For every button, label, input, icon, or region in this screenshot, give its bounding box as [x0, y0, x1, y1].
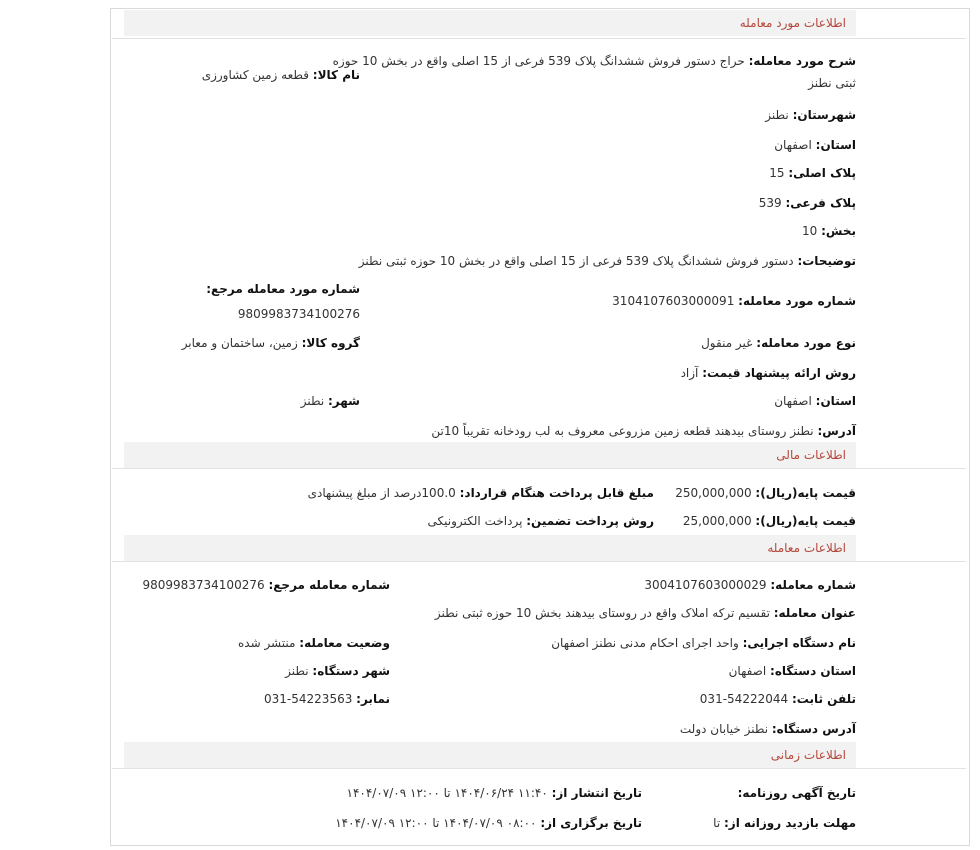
transaction-status: وضعیت معامله: منتشر شده [237, 636, 390, 650]
org-fax: نمابر: 54223563-031 [264, 692, 390, 706]
publish-date: تاریخ انتشار از: ۱۱:۴۰ ۱۴۰۴/۰۶/۲۴ تا ۱۲:۰۰ ۱۴۰۴/۰۷/۰۹ [346, 786, 642, 800]
main-plate: پلاک اصلی: 15 [769, 166, 856, 180]
bid-method: روش ارائه پیشنهاد قیمت: آزاد [680, 366, 856, 380]
county: شهرستان: نطنز [765, 108, 856, 122]
base-price: قیمت پایه(ریال): 250,000,000 [675, 486, 856, 500]
ref-deal-number: شماره مورد معامله مرجع: [206, 282, 360, 296]
deal-number: شماره مورد معامله: 3104107603000091 [612, 294, 856, 308]
province-2: استان: اصفهان [774, 394, 856, 408]
city: شهر: نطنز [300, 394, 360, 408]
divider [112, 468, 966, 469]
divider [112, 768, 966, 769]
ref-deal-number-value: 9809983734100276 [237, 307, 360, 321]
org-city: شهر دستگاه: نطنز [285, 664, 390, 678]
notes: توضیحات: دستور فروش ششدانگ پلاک 539 فرعی از 15 اصلی واقع در بخش 10 حوزه ثبتی نطنز [358, 254, 856, 268]
transaction-ref-number: شماره معامله مرجع: 9809983734100276 [142, 578, 390, 592]
address: آدرس: نطنز روستای بیدهند قطعه زمین مزروعی معروف به لب رودخانه تقریباً 10تن [431, 424, 856, 438]
payable-amount: مبلغ قابل پرداخت هنگام قرارداد: 100.0درصد از مبلغ پیشنهادی [307, 486, 654, 500]
item-name: نام کالا: قطعه زمین کشاورزی [201, 68, 360, 82]
section-heading-timing: اطلاعات زمانی [124, 742, 856, 768]
section-heading-financial: اطلاعات مالی [124, 442, 856, 468]
registry-section: بخش: 10 [801, 224, 856, 238]
province: استان: اصفهان [774, 138, 856, 152]
daily-visit-deadline: مهلت بازدید روزانه از: تا [713, 816, 856, 830]
held-date: تاریخ برگزاری از: ۰۸:۰۰ ۱۴۰۴/۰۷/۰۹ تا ۱۲:۰۰ ۱۴۰۴/۰۷/۰۹ [335, 816, 642, 830]
base-price-guarantee: قیمت پایه(ریال): 25,000,000 [682, 514, 856, 528]
divider [112, 561, 966, 562]
org-address: آدرس دستگاه: نطنز خیابان دولت [679, 722, 856, 736]
deal-description: شرح مورد معامله: حراج دستور فروش ششدانگ پلاک 539 فرعی از 15 اصلی واقع در بخش 10 حوزه [332, 54, 856, 68]
deal-description-cont: ثبتی نطنز [808, 76, 856, 90]
section-heading-deal-info: اطلاعات مورد معامله [124, 10, 856, 36]
executive-org: نام دستگاه اجرایی: واحد اجرای احکام مدنی نطنز اصفهان [551, 636, 856, 650]
org-province: استان دستگاه: اصفهان [728, 664, 856, 678]
transaction-title: عنوان معامله: تقسیم ترکه املاک واقع در روستای بیدهند بخش 10 حوزه ثبتی نطنز [434, 606, 856, 620]
goods-group: گروه کالا: زمین، ساختمان و معابر [181, 336, 360, 350]
newspaper-date: تاریخ آگهی روزنامه: [737, 786, 856, 800]
section-heading-transaction: اطلاعات معامله [124, 535, 856, 561]
sub-plate: پلاک فرعی: 539 [758, 196, 856, 210]
guarantee-method: روش پرداخت تضمین: پرداخت الکترونیکی [427, 514, 654, 528]
org-phone: تلفن ثابت: 54222044-031 [699, 692, 856, 706]
divider [112, 38, 966, 39]
transaction-number: شماره معامله: 3004107603000029 [644, 578, 856, 592]
deal-type: نوع مورد معامله: غیر منقول [701, 336, 856, 350]
